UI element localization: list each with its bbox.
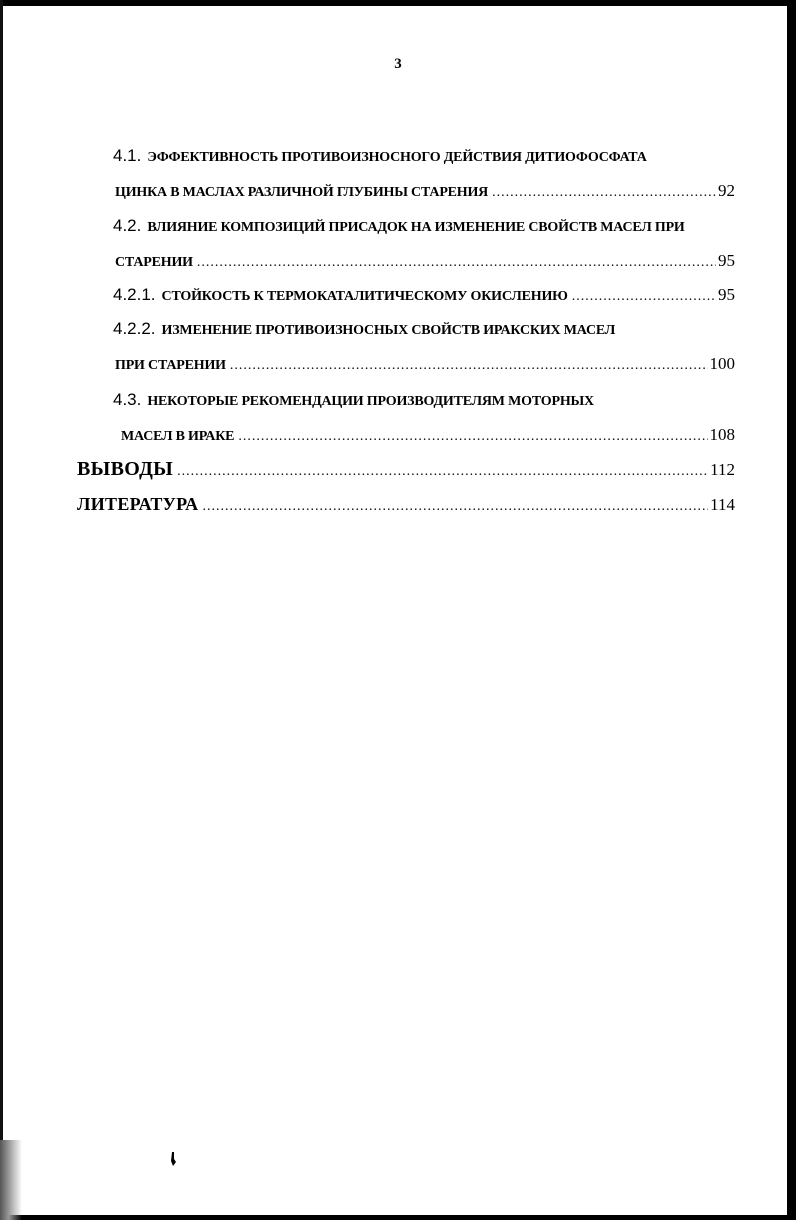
toc-entry-4-1-title-cont: ЦИНКА В МАСЛАХ РАЗЛИЧНОЙ ГЛУБИНЫ СТАРЕНИЯ xyxy=(115,185,489,200)
dot-leader xyxy=(492,185,716,201)
toc-entry-4-2-1-page: 95 xyxy=(718,285,735,304)
toc-entry-4-1-page: 92 xyxy=(718,181,735,200)
toc-entry-conclusions-title: ВЫВОДЫ xyxy=(77,458,174,480)
toc-entry-4-2-title: ВЛИЯНИЕ КОМПОЗИЦИЙ ПРИСАДОК НА ИЗМЕНЕНИЕ СВОЙСТВ МАСЕЛ ПРИ xyxy=(147,220,685,235)
toc-entry-4-3-continuation xyxy=(121,425,735,445)
toc-entry-4-2-1-number: 4.2.1. xyxy=(113,285,156,304)
toc-entry-4-2-1-title: СТОЙКОСТЬ К ТЕРМОКАТАЛИТИЧЕСКОМУ ОКИСЛЕНИЮ xyxy=(161,289,568,304)
toc-entry-4-2-number: 4.2. xyxy=(113,216,142,235)
scan-border-top xyxy=(0,0,796,6)
toc-entry-4-2-2-title-cont: ПРИ СТАРЕНИИ xyxy=(115,358,226,373)
dot-leader xyxy=(238,429,707,445)
dot-leader xyxy=(177,464,708,480)
toc-entry-4-2-title-cont: СТАРЕНИИ xyxy=(115,255,193,270)
toc-entry-4-3-page: 108 xyxy=(709,425,735,444)
dot-leader xyxy=(230,358,708,374)
toc-entry-4-2-2-heading xyxy=(113,319,615,339)
toc-entry-4-2-page: 95 xyxy=(718,251,735,270)
dot-leader xyxy=(197,255,716,271)
toc-entry-4-1-title: ЭФФЕКТИВНОСТЬ ПРОТИВОИЗНОСНОГО ДЕЙСТВИЯ ДИТИОФОСФАТА xyxy=(147,150,647,165)
scan-border-left xyxy=(0,0,3,1220)
toc-entry-4-2-2-continuation xyxy=(115,354,735,374)
toc-entry-4-3-title: НЕКОТОРЫЕ РЕКОМЕНДАЦИИ ПРОИЗВОДИТЕЛЯМ МОТОРНЫХ xyxy=(147,394,594,409)
page-number: 3 xyxy=(394,56,402,72)
toc-entry-4-1-number: 4.1. xyxy=(113,146,142,165)
toc-entry-literature-page: 114 xyxy=(710,495,735,514)
toc-entry-4-3-heading xyxy=(113,390,594,410)
scan-smudge xyxy=(0,1140,22,1220)
toc-entry-4-3-number: 4.3. xyxy=(113,390,142,409)
toc-entry-4-2-2-page: 100 xyxy=(709,354,735,373)
stray-ink-mark xyxy=(170,1152,176,1166)
toc-entry-4-1-heading xyxy=(113,146,647,166)
toc-entry-4-3-title-cont: МАСЕЛ В ИРАКЕ xyxy=(121,429,235,444)
toc-entry-literature-title: ЛИТЕРАТУРА xyxy=(77,494,199,514)
dot-leader xyxy=(572,289,716,305)
toc-entry-conclusions-page: 112 xyxy=(710,460,735,479)
scan-border-right xyxy=(787,0,796,1220)
toc-entry-4-2-continuation xyxy=(115,251,735,271)
toc-entry-4-2-heading xyxy=(113,216,685,236)
toc-entry-conclusions xyxy=(77,458,735,481)
toc-entry-4-2-1 xyxy=(113,285,735,305)
toc-entry-literature xyxy=(77,494,735,515)
dot-leader xyxy=(202,499,708,515)
scan-border-bottom xyxy=(0,1215,796,1220)
toc-entry-4-2-2-number: 4.2.2. xyxy=(113,319,156,338)
toc-entry-4-1-continuation xyxy=(115,181,735,201)
toc-entry-4-2-2-title: ИЗМЕНЕНИЕ ПРОТИВОИЗНОСНЫХ СВОЙСТВ ИРАКСКИХ МАСЕЛ xyxy=(161,323,616,338)
